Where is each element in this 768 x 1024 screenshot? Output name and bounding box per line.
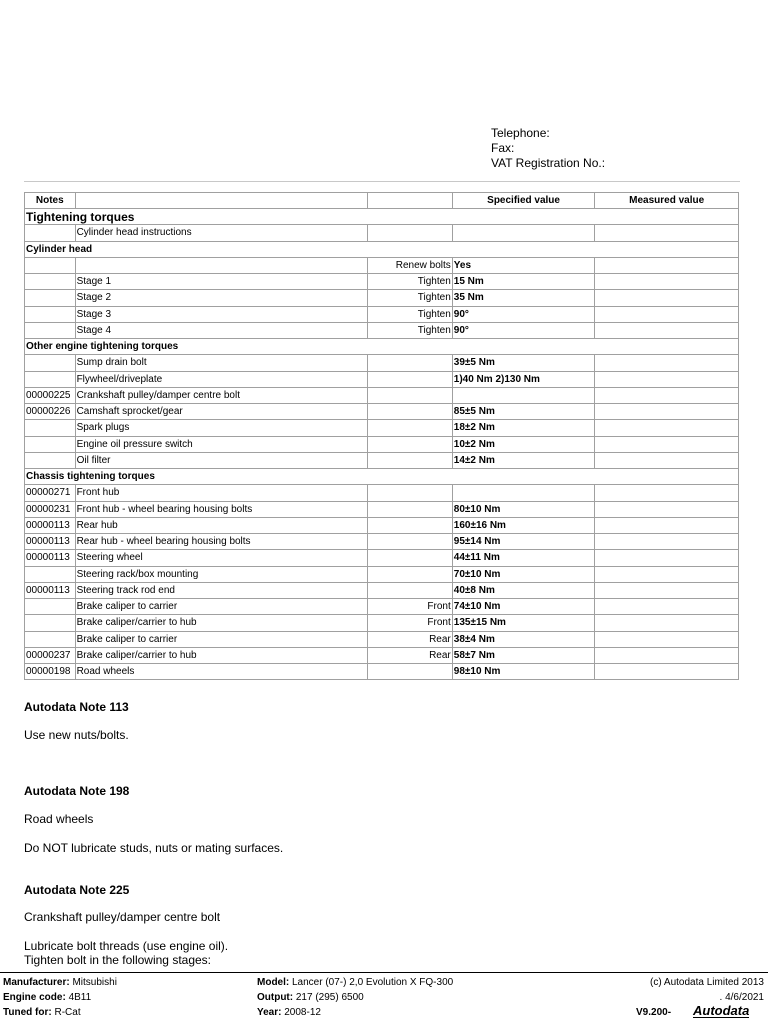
contact-block bbox=[491, 126, 605, 171]
section-row bbox=[25, 469, 739, 485]
tuned-for-value: R-Cat bbox=[54, 1007, 81, 1018]
measured-value-cell bbox=[595, 485, 739, 501]
specified-value-cell: 39±5 Nm bbox=[452, 355, 595, 371]
output-label: Output: bbox=[257, 992, 294, 1003]
autodata-logo: Autodata bbox=[693, 1003, 750, 1018]
output-value: 217 (295) 6500 bbox=[295, 992, 364, 1003]
specified-value-cell: 98±10 Nm bbox=[452, 664, 595, 680]
description-cell: Brake caliper to carrier bbox=[75, 631, 367, 647]
operation-cell bbox=[367, 225, 452, 241]
measured-value-cell bbox=[595, 322, 739, 338]
measured-value-cell bbox=[595, 290, 739, 306]
specified-value-cell: 14±2 Nm bbox=[452, 452, 595, 468]
measured-value-cell bbox=[595, 371, 739, 387]
note-cell bbox=[25, 274, 76, 290]
measured-value-cell bbox=[595, 257, 739, 273]
section-label: Chassis tightening torques bbox=[25, 469, 739, 485]
torque-table bbox=[24, 192, 739, 680]
table-row bbox=[25, 664, 739, 680]
specified-value-cell: 85±5 Nm bbox=[452, 404, 595, 420]
specified-value-cell: 135±15 Nm bbox=[452, 615, 595, 631]
description-cell: Rear hub - wheel bearing housing bolts bbox=[75, 534, 367, 550]
table-row bbox=[25, 306, 739, 322]
note-cell bbox=[25, 371, 76, 387]
note-title: Autodata Note 198 bbox=[24, 784, 130, 798]
copyright: (c) Autodata Limited 2013 bbox=[650, 977, 764, 988]
measured-value-cell bbox=[595, 404, 739, 420]
note-cell: 00000225 bbox=[25, 387, 76, 403]
measured-value-cell bbox=[595, 631, 739, 647]
table-row bbox=[25, 290, 739, 306]
table-row bbox=[25, 599, 739, 615]
header-description bbox=[75, 193, 367, 209]
table-title-row bbox=[25, 209, 739, 225]
measured-value-cell bbox=[595, 420, 739, 436]
description-cell: Brake caliper to carrier bbox=[75, 599, 367, 615]
table-row bbox=[25, 485, 739, 501]
table-row bbox=[25, 631, 739, 647]
table-row bbox=[25, 322, 739, 338]
measured-value-cell bbox=[595, 647, 739, 663]
section-row bbox=[25, 241, 739, 257]
note-cell bbox=[25, 615, 76, 631]
operation-cell bbox=[367, 485, 452, 501]
table-row bbox=[25, 550, 739, 566]
description-cell: Spark plugs bbox=[75, 420, 367, 436]
note-cell: 00000113 bbox=[25, 550, 76, 566]
table-row bbox=[25, 615, 739, 631]
specified-value-cell: 44±11 Nm bbox=[452, 550, 595, 566]
note-cell: 00000237 bbox=[25, 647, 76, 663]
fax-label: Fax: bbox=[491, 141, 515, 155]
specified-value-cell: 10±2 Nm bbox=[452, 436, 595, 452]
specified-value-cell: 35 Nm bbox=[452, 290, 595, 306]
measured-value-cell bbox=[595, 517, 739, 533]
measured-value-cell bbox=[595, 501, 739, 517]
year-label: Year: bbox=[257, 1007, 282, 1018]
specified-value-cell: 40±8 Nm bbox=[452, 582, 595, 598]
measured-value-cell bbox=[595, 550, 739, 566]
description-cell: Crankshaft pulley/damper centre bolt bbox=[75, 387, 367, 403]
operation-cell bbox=[367, 517, 452, 533]
model-value: Lancer (07-) 2,0 Evolution X FQ-300 bbox=[292, 977, 454, 988]
note-cell bbox=[25, 257, 76, 273]
description-cell: Cylinder head instructions bbox=[75, 225, 367, 241]
version: V9.200- bbox=[636, 1007, 672, 1018]
note-cell bbox=[25, 452, 76, 468]
note-text: Road wheels bbox=[24, 812, 94, 826]
specified-value-cell bbox=[452, 387, 595, 403]
note-text: Tighten bolt in the following stages: bbox=[24, 953, 212, 967]
operation-cell: Rear bbox=[367, 647, 452, 663]
engine-code-value: 4B11 bbox=[68, 992, 92, 1003]
description-cell bbox=[75, 257, 367, 273]
operation-cell bbox=[367, 582, 452, 598]
specified-value-cell: 18±2 Nm bbox=[452, 420, 595, 436]
note-cell bbox=[25, 306, 76, 322]
table-row bbox=[25, 274, 739, 290]
operation-cell bbox=[367, 501, 452, 517]
header-measured-value: Measured value bbox=[595, 193, 739, 209]
section-row bbox=[25, 339, 739, 355]
measured-value-cell bbox=[595, 582, 739, 598]
description-cell: Steering track rod end bbox=[75, 582, 367, 598]
measured-value-cell bbox=[595, 274, 739, 290]
table-row bbox=[25, 566, 739, 582]
note-text: Use new nuts/bolts. bbox=[24, 728, 129, 742]
operation-cell: Tighten bbox=[367, 274, 452, 290]
vat-label: VAT Registration No.: bbox=[491, 156, 606, 170]
engine-code-label: Engine code: bbox=[3, 992, 66, 1003]
table-row bbox=[25, 436, 739, 452]
operation-cell: Front bbox=[367, 615, 452, 631]
note-text: Do NOT lubricate studs, nuts or mating surfaces. bbox=[24, 841, 284, 855]
description-cell: Engine oil pressure switch bbox=[75, 436, 367, 452]
operation-cell: Rear bbox=[367, 631, 452, 647]
note-cell: 00000113 bbox=[25, 517, 76, 533]
note-cell bbox=[25, 225, 76, 241]
table-row bbox=[25, 225, 739, 241]
specified-value-cell: 70±10 Nm bbox=[452, 566, 595, 582]
specified-value-cell: 74±10 Nm bbox=[452, 599, 595, 615]
note-text: Crankshaft pulley/damper centre bolt bbox=[24, 910, 221, 924]
measured-value-cell bbox=[595, 664, 739, 680]
description-cell: Sump drain bolt bbox=[75, 355, 367, 371]
description-cell: Camshaft sprocket/gear bbox=[75, 404, 367, 420]
table-row bbox=[25, 404, 739, 420]
description-cell: Brake caliper/carrier to hub bbox=[75, 647, 367, 663]
specified-value-cell: 80±10 Nm bbox=[452, 501, 595, 517]
operation-cell bbox=[367, 566, 452, 582]
note-title: Autodata Note 225 bbox=[24, 883, 130, 897]
header-operation bbox=[367, 193, 452, 209]
operation-cell bbox=[367, 664, 452, 680]
table-row bbox=[25, 534, 739, 550]
description-cell: Oil filter bbox=[75, 452, 367, 468]
specified-value-cell: 160±16 Nm bbox=[452, 517, 595, 533]
operation-cell bbox=[367, 387, 452, 403]
note-title: Autodata Note 113 bbox=[24, 700, 129, 714]
note-cell: 00000271 bbox=[25, 485, 76, 501]
operation-cell bbox=[367, 550, 452, 566]
specified-value-cell: 15 Nm bbox=[452, 274, 595, 290]
table-row bbox=[25, 647, 739, 663]
table-row bbox=[25, 420, 739, 436]
section-label: Tightening torques bbox=[25, 209, 739, 225]
note-cell bbox=[25, 355, 76, 371]
specified-value-cell bbox=[452, 485, 595, 501]
operation-cell bbox=[367, 371, 452, 387]
description-cell: Front hub - wheel bearing housing bolts bbox=[75, 501, 367, 517]
measured-value-cell bbox=[595, 566, 739, 582]
manufacturer-value: Mitsubishi bbox=[72, 977, 117, 988]
description-cell: Front hub bbox=[75, 485, 367, 501]
operation-cell bbox=[367, 452, 452, 468]
operation-cell: Tighten bbox=[367, 322, 452, 338]
description-cell: Rear hub bbox=[75, 517, 367, 533]
table-row bbox=[25, 452, 739, 468]
table-row bbox=[25, 501, 739, 517]
table-row bbox=[25, 582, 739, 598]
note-cell bbox=[25, 599, 76, 615]
note-cell bbox=[25, 631, 76, 647]
note-cell: 00000113 bbox=[25, 582, 76, 598]
table-header-row bbox=[25, 193, 739, 209]
section-label: Cylinder head bbox=[25, 241, 739, 257]
operation-cell: Tighten bbox=[367, 290, 452, 306]
measured-value-cell bbox=[595, 355, 739, 371]
operation-cell bbox=[367, 404, 452, 420]
table-row bbox=[25, 355, 739, 371]
year-value: 2008-12 bbox=[284, 1007, 321, 1018]
header-specified-value: Specified value bbox=[452, 193, 595, 209]
specified-value-cell: 90° bbox=[452, 306, 595, 322]
specified-value-cell: 38±4 Nm bbox=[452, 631, 595, 647]
specified-value-cell: Yes bbox=[452, 257, 595, 273]
note-cell: 00000113 bbox=[25, 534, 76, 550]
table-body bbox=[25, 209, 739, 680]
footer bbox=[0, 972, 768, 1023]
specified-value-cell: 1)40 Nm 2)130 Nm bbox=[452, 371, 595, 387]
measured-value-cell bbox=[595, 599, 739, 615]
measured-value-cell bbox=[595, 615, 739, 631]
note-cell bbox=[25, 420, 76, 436]
note-cell bbox=[25, 322, 76, 338]
measured-value-cell bbox=[595, 436, 739, 452]
measured-value-cell bbox=[595, 306, 739, 322]
section-label: Other engine tightening torques bbox=[25, 339, 739, 355]
description-cell: Stage 3 bbox=[75, 306, 367, 322]
specified-value-cell: 95±14 Nm bbox=[452, 534, 595, 550]
operation-cell bbox=[367, 355, 452, 371]
operation-cell bbox=[367, 436, 452, 452]
note-cell bbox=[25, 566, 76, 582]
operation-cell bbox=[367, 534, 452, 550]
description-cell: Road wheels bbox=[75, 664, 367, 680]
table-row bbox=[25, 371, 739, 387]
operation-cell bbox=[367, 420, 452, 436]
note-cell: 00000226 bbox=[25, 404, 76, 420]
specified-value-cell: 58±7 Nm bbox=[452, 647, 595, 663]
operation-cell: Renew bolts bbox=[367, 257, 452, 273]
measured-value-cell bbox=[595, 225, 739, 241]
tuned-for-label: Tuned for: bbox=[3, 1007, 52, 1018]
model-label: Model: bbox=[257, 977, 290, 988]
description-cell: Brake caliper/carrier to hub bbox=[75, 615, 367, 631]
header-notes: Notes bbox=[25, 193, 76, 209]
specified-value-cell: 90° bbox=[452, 322, 595, 338]
telephone-label: Telephone: bbox=[491, 126, 550, 140]
header-divider bbox=[24, 181, 740, 182]
description-cell: Stage 2 bbox=[75, 290, 367, 306]
operation-cell: Tighten bbox=[367, 306, 452, 322]
description-cell: Steering wheel bbox=[75, 550, 367, 566]
manufacturer-label: Manufacturer: bbox=[3, 977, 70, 988]
description-cell: Flywheel/driveplate bbox=[75, 371, 367, 387]
measured-value-cell bbox=[595, 387, 739, 403]
description-cell: Stage 1 bbox=[75, 274, 367, 290]
note-cell bbox=[25, 436, 76, 452]
measured-value-cell bbox=[595, 534, 739, 550]
table-row bbox=[25, 387, 739, 403]
description-cell: Stage 4 bbox=[75, 322, 367, 338]
print-date: . 4/6/2021 bbox=[719, 992, 764, 1003]
note-cell: 00000231 bbox=[25, 501, 76, 517]
note-cell bbox=[25, 290, 76, 306]
measured-value-cell bbox=[595, 452, 739, 468]
description-cell: Steering rack/box mounting bbox=[75, 566, 367, 582]
operation-cell: Front bbox=[367, 599, 452, 615]
table-row bbox=[25, 257, 739, 273]
note-text: Lubricate bolt threads (use engine oil). bbox=[24, 939, 229, 953]
table-row bbox=[25, 517, 739, 533]
note-cell: 00000198 bbox=[25, 664, 76, 680]
specified-value-cell bbox=[452, 225, 595, 241]
